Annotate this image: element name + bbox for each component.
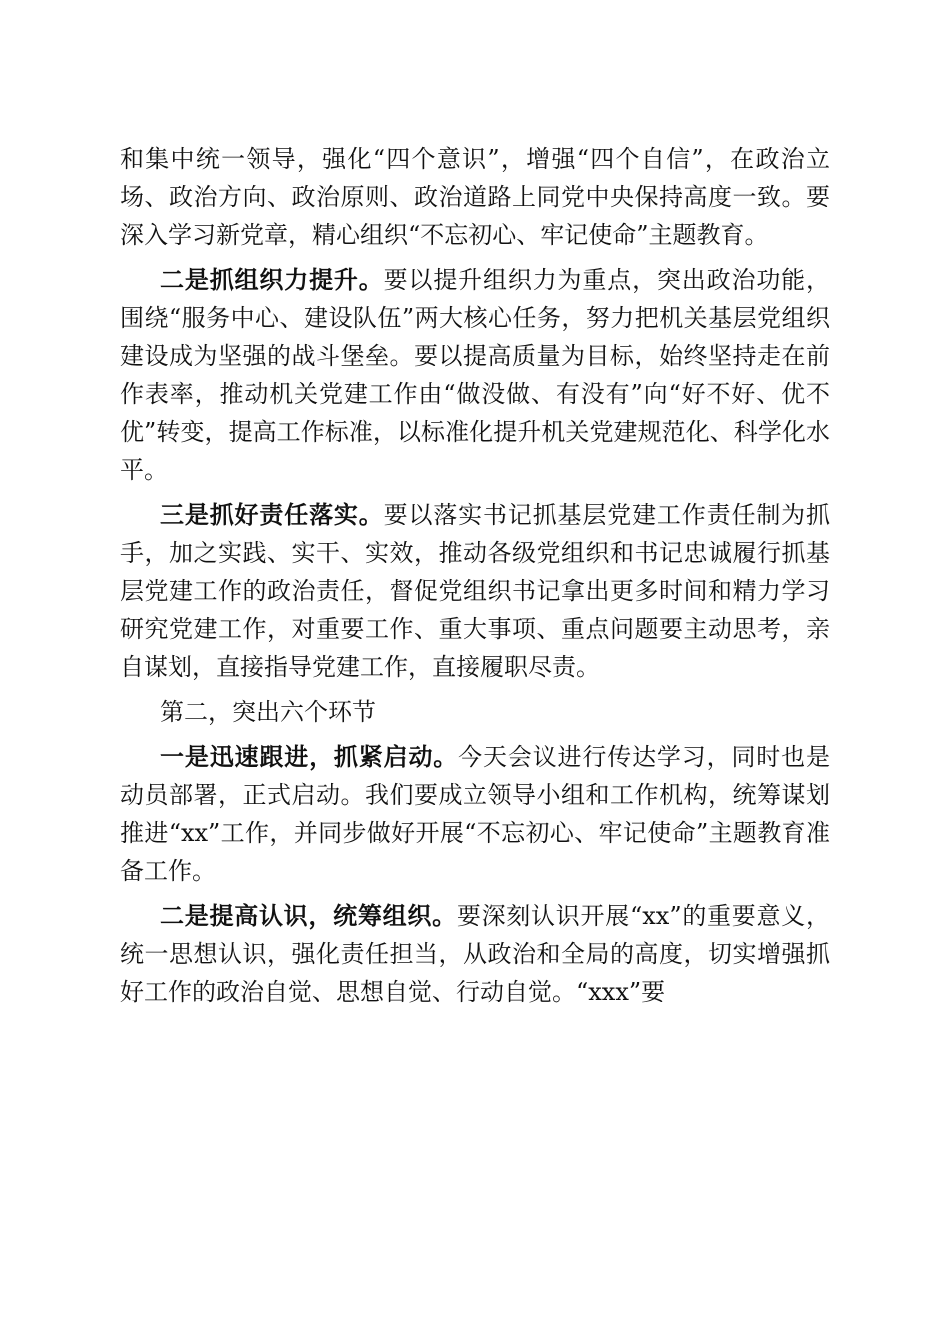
paragraph-text: 第二，突出六个环节	[160, 698, 376, 726]
paragraph-lead: 一是迅速跟进，抓紧启动。	[160, 742, 459, 771]
section-heading	[120, 693, 830, 731]
paragraph-2	[120, 261, 830, 489]
paragraph-text: 要以提升组织力为重点，突出政治功能，围绕“服务中心、建设队伍”两大核心任务，努力把机关基层党组织建设成为坚强的战斗堡垒。要以提高质量为目标，始终坚持走在前作表率，推动机关党建工作由“做没做、有没有”向“好不好、优不优”转变，提高工作标准，以标准化提升机关党建规范化、科学化水平。	[120, 266, 831, 484]
paragraph-lead: 二是抓组织力提升。	[160, 265, 384, 294]
paragraph-lead: 二是提高认识，统筹组织。	[160, 901, 457, 930]
paragraph-1	[120, 140, 830, 254]
paragraph-text: 要深刻认识开展“xx”的重要意义，统一思想认识，强化责任担当，从政治和全局的高度，切实增强抓好工作的政治自觉、思想自觉、行动自觉。“xxx”要	[120, 902, 830, 1006]
paragraph-text: 今天会议进行传达学习，同时也是动员部署，正式启动。我们要成立领导小组和工作机构，统筹谋划推进“xx”工作，并同步做好开展“不忘初心、牢记使命”主题教育准备工作。	[120, 743, 831, 885]
paragraph-3	[120, 496, 830, 686]
paragraph-text: 和集中统一领导，强化“四个意识”，增强“四个自信”，在政治立场、政治方向、政治原则、政治道路上同党中央保持高度一致。要深入学习新党章，精心组织“不忘初心、牢记使命”主题教育。	[120, 145, 830, 249]
document-body	[120, 140, 830, 1018]
paragraph-text: 要以落实书记抓基层党建工作责任制为抓手，加之实践、实干、实效，推动各级党组织和书记忠诚履行抓基层党建工作的政治责任，督促党组织书记拿出更多时间和精力学习研究党建工作，对重要工作、重大事项、重点问题要主动思考，亲自谋划，直接指导党建工作，直接履职尽责。	[120, 501, 831, 681]
paragraph-5	[120, 738, 830, 890]
paragraph-6	[120, 897, 830, 1011]
paragraph-lead: 三是抓好责任落实。	[160, 500, 384, 529]
